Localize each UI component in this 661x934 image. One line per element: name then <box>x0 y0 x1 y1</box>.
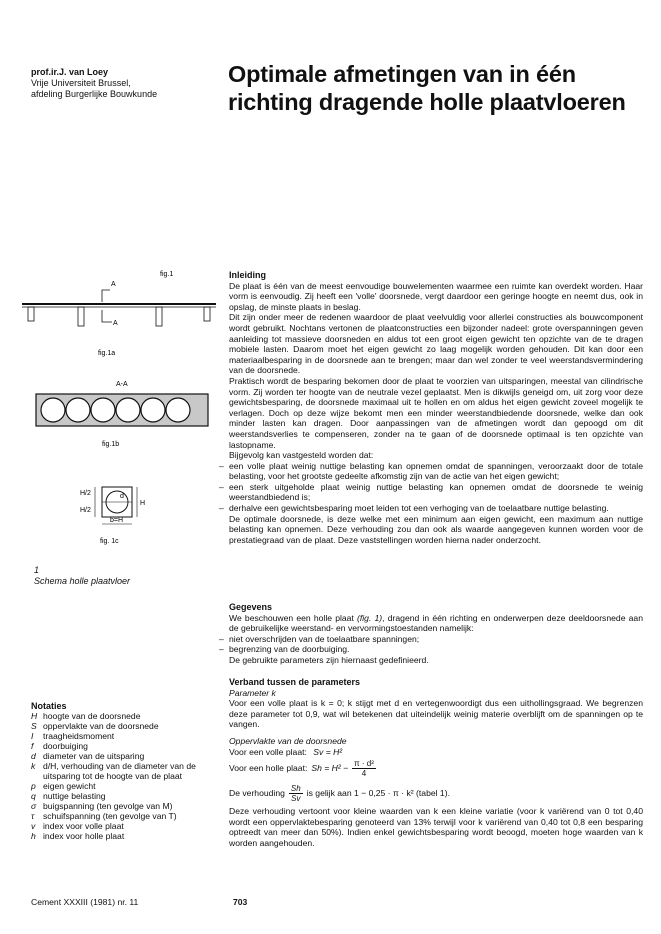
notation-item: h index voor holle plaat <box>31 831 125 841</box>
inleiding-paragraph-3: Praktisch wordt de besparing bekomen door de plaat te voorzien van uitsparingen, meestal van cilindrische vorm. Zij worden ter hoogte van de neutrale vezel geplaatst. Men is dikwijls geneigd om, uit zorg voor deze gewichtsbesparing, de doorsnede maximaal uit te hollen en om aldus het eigen gewicht zoveel mogelijk te verlagen. Doch op deze wijze bekomt men een minder weerstandbiedende doorsnede, welke dan ook minder lasten kan dragen. Door aanpassingen van de afmetingen wordt dan gepoogd om dit weerstandsverlies te compenseren, zonder na te gaan of de doorsnede optimaal is ten opzichte van lastopname. <box>229 375 643 450</box>
notation-heading: Notaties <box>31 701 67 711</box>
caption-text: Schema holle plaatvloer <box>34 576 131 586</box>
oppervlakte-subheading: Oppervlakte van de doorsnede <box>229 735 347 746</box>
notation-item: k d/H, verhouding van de diameter van de uitsparing tot de hoogte van de plaat <box>31 761 196 781</box>
inleiding-heading: Inleiding <box>229 270 266 280</box>
ratio-numerator: Sh <box>290 784 301 794</box>
dim-h2-top: H/2 <box>80 490 91 497</box>
formula-numerator: π · d² <box>354 759 374 769</box>
author-department: afdeling Burgerlijke Bouwkunde <box>31 89 158 99</box>
fig1b-label: fig.1b <box>102 441 120 448</box>
fig1-label: fig.1 <box>160 271 174 278</box>
verband-paragraph-2: Deze verhouding vertoont voor kleine waarden van k een kleine variatie (voor k variërend van 0 tot 0,40 wordt een oppervlaktebesparing genoteerd van 13% terwijl voor k variërend van 0,40 tot 0,8 een besparing optreedt van meer dan 50%). Indien enkel gewichtsbesparing wordt beoogd, moeten hoge waarden van k worden aangehouden. <box>229 806 643 848</box>
notation-item: I traagheidsmoment <box>31 731 115 741</box>
verband-heading: Verband tussen de parameters <box>229 677 361 687</box>
formula-denominator: 4 <box>361 769 367 779</box>
formula-ratio: De verhouding $\frac{Sh}{Sv}$ is gelijk aan 1 − 0,25 · π · k² (tabel 1). <box>229 784 450 804</box>
gegevens-paragraph-2: De gebruikte parameters zijn hiernaast gedefinieerd. <box>229 654 429 665</box>
inleiding-bullet-3: – derhalve een gewichtsbesparing moet leiden tot een verhoging van de toelaatbare nuttige belasting. <box>219 503 609 514</box>
notation-item: f doorbuiging <box>31 741 88 751</box>
figure-caption <box>34 565 130 587</box>
verband-paragraph-1: Voor een volle plaat is k = 0; k stijgt met d en vertegenwoordigt dus een uithollingsgraad. We begrenzen deze parameter tot 0,9, wat wil betekenen dat uiteindelijk weinig materie overblijft om de spanningen op te vangen. <box>229 698 643 730</box>
dim-d: d <box>120 493 124 500</box>
support-2 <box>78 307 84 326</box>
gegevens-bullet-1: – niet overschrijden van de toelaatbare spanningen; <box>219 633 420 644</box>
notation-list <box>31 701 221 841</box>
support-1 <box>28 307 34 321</box>
notation-item: q nuttige belasting <box>31 791 106 801</box>
formula-holle-plaat: Voor een holle plaat: Sh = H² − $\frac{\text{π · d²}}{4}$ <box>229 759 374 779</box>
author-block <box>31 67 211 100</box>
caption-number: 1 <box>34 565 40 575</box>
dim-h: H <box>140 500 146 507</box>
formula-volle-plaat: Voor een volle plaat: Sv = H² <box>229 746 343 757</box>
support-4 <box>204 307 210 321</box>
section-verband <box>229 677 643 849</box>
figure-1-drawing <box>20 262 220 552</box>
gegevens-heading: Gegevens <box>229 602 273 612</box>
section-inleiding <box>219 270 643 545</box>
section-aa-label: A-A <box>116 381 128 388</box>
journal-footer: Cement XXXIII (1981) nr. 11 <box>31 897 139 907</box>
fig1a-label: fig.1a <box>98 350 116 357</box>
inleiding-paragraph-5: De optimale doorsnede, is deze welke met een minimum aan eigen gewicht, een maximum aan nuttige belasting kan opnemen. Deze verhouding zou dan ook als waarde aangegeven kunnen worden voor de prestatiegraad van de plaat. Deze vaststellingen worden hierna nader onderzocht. <box>229 513 643 545</box>
support-3 <box>156 307 162 326</box>
inleiding-paragraph-1: De plaat is één van de meest eenvoudige bouwelementen waarmee een ruimte kan overdekt worden. Haar vorm is eenvoudig. Zij heeft een 'volle' doorsnede, vergt daardoor een geringe hoogte en neemt dus, ook in opslag, de minste plaats in beslag. <box>229 280 643 312</box>
dim-h2-bottom: H/2 <box>80 507 91 514</box>
fig1c-label: fig. 1c <box>100 538 119 545</box>
notation-item: σ buigspanning (ten gevolge van M) <box>31 801 173 811</box>
gegevens-paragraph-1: We beschouwen een holle plaat (fig. 1), dragend in één richting en onderwerpen deze deeldoorsnede aan de gebruikelijke weerstand- en vervormingstoestanden namelijk: <box>229 612 643 634</box>
section-marker-top <box>102 290 110 302</box>
section-label-a-bottom: A <box>113 320 118 327</box>
gegevens-bullet-2: – begrenzing van de doorbuiging. <box>219 644 350 655</box>
article-title: Optimale afmetingen van in één richting dragende holle plaatvloeren <box>228 61 626 115</box>
section-marker-bottom <box>102 310 112 322</box>
section-label-a-top: A <box>111 281 116 288</box>
notation-item: d diameter van de uitsparing <box>31 751 145 761</box>
notation-item: H hoogte van de doorsnede <box>31 711 141 721</box>
notation-item: v index voor volle plaat <box>31 821 124 831</box>
parameter-k-subheading: Parameter k <box>229 687 276 698</box>
section-gegevens <box>219 602 643 666</box>
page-number: 703 <box>233 897 248 907</box>
inleiding-bullet-2: – een sterk uitgeholde plaat weinig nuttige belasting kan opnemen omdat de doorsnede te weinig weerstandbiedend is; <box>219 481 643 503</box>
notation-item: p eigen gewicht <box>31 781 96 791</box>
notation-item: τ schuifspanning (ten gevolge van T) <box>31 811 177 821</box>
notation-item: S oppervlakte van de doorsnede <box>31 721 159 731</box>
dim-bh: b=H <box>110 517 124 524</box>
figure-reference: (fig. 1) <box>357 612 383 623</box>
ratio-denominator: Sv <box>291 794 301 804</box>
inleiding-bullet-1: – een volle plaat weinig nuttige belasting kan opnemen omdat de spanningen, veroorzaakt door de totale belasting, voor het grootste gedeelte afkomstig zijn van de actie van het eigen gewicht; <box>219 460 643 482</box>
author-affiliation: Vrije Universiteit Brussel, <box>31 78 131 88</box>
inleiding-paragraph-4: Bijgevolg kan vastgesteld worden dat: <box>229 450 374 461</box>
inleiding-paragraph-2: Dit zijn onder meer de redenen waardoor de plaat veelvuldig voor allerlei constructies als bouwcomponent wordt gebruikt. Nochtans vertonen de plaatconstructies een bijzonder nadeel: grote overspanningen geven aanleiding tot massieve doorsneden en aldus tot een groot eigen gewicht ten opzichte van de te dragen mobiele lasten. Daarom moet het eigen gewicht zo laag mogelijk worden gehouden. Dit kan door een materiaalbesparing in de doorsnede aan te brengen; maar dan wel zonder te veel weerstandsvermindering van de doorsnede. <box>229 312 643 376</box>
author-name: prof.ir.J. van Loey <box>31 67 109 77</box>
